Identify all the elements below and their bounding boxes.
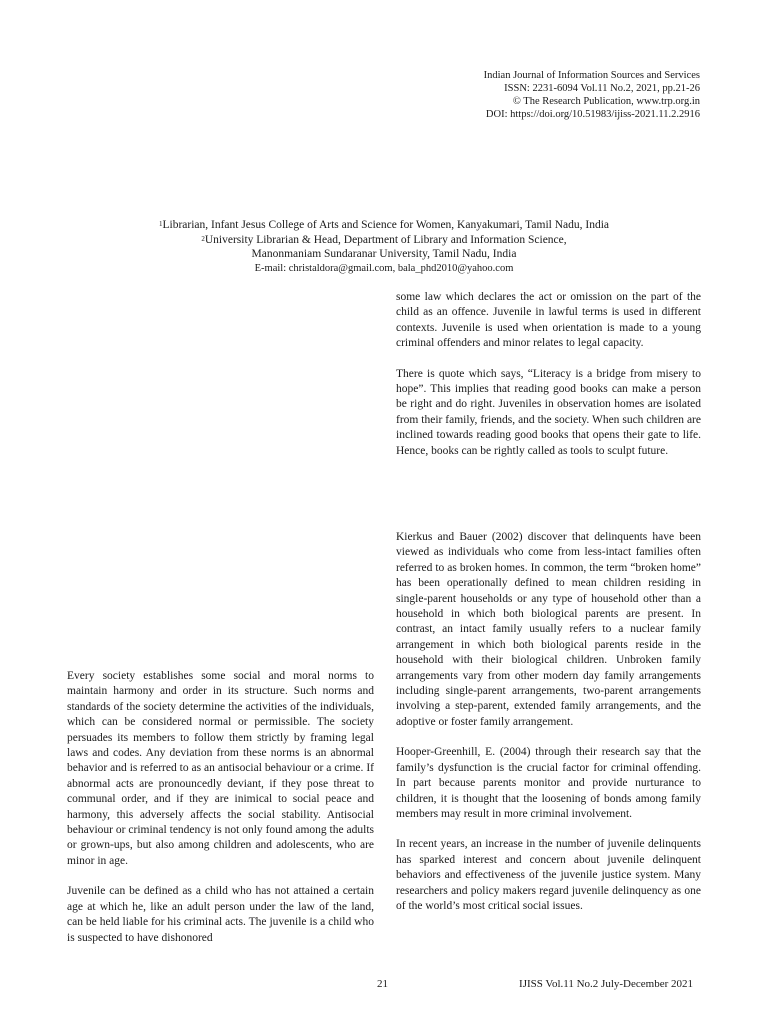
affiliation-2-text: University Librarian & Head, Department of Library and Information Science,: [204, 233, 567, 246]
paragraph-left-2: Juvenile can be defined as a child who has not attained a certain age at which he, like an adult person under the law of the land, can be held liable for his criminal acts. The juvenile is a child who is suspected to have dishonored: [67, 885, 374, 944]
paragraph-right-2: There is quote which says, “Literacy is a bridge from misery to hope”. This implies that reading good books can make a person be right and do right. Juveniles in observation homes are isolated from their family, friends, and the society. When such children are inclined towards reading good books that opens their gate to life. Hence, books can be rightly called as tools to sculpt future.: [396, 367, 701, 457]
paragraph-left-1: Every society establishes some social and moral norms to maintain harmony and order in its structure. Such norms and standards of the society determine the activities of the individuals, which can be considered normal or permissible. The society persuades its members to follow them strictly by framing legal laws and codes. Any deviation from these norms is an abnormal behavior and is referred to as an antisocial behaviour or a crime. If abnormal acts are pronouncedly deviant, if they pose threat to communal order, and if they are inimical to social peace and harmony, this adversely affects the social stability. Antisocial behaviour or criminal tendency is not only found among the adults or grown-ups, but also among children and adolescents, who are minor in age.: [67, 670, 374, 867]
issn-line: ISSN: 2231-6094 Vol.11 No.2, 2021, pp.21-26: [504, 83, 700, 94]
affiliation-2: [0, 233, 768, 248]
right-column-top: [396, 290, 701, 459]
right-column-bottom: [396, 530, 701, 914]
journal-name: Indian Journal of Information Sources and Services: [483, 70, 700, 81]
paragraph-right-3: Kierkus and Bauer (2002) discover that delinquents have been viewed as individuals who come from less-intact families often referred to as broken homes. In common, the term “broken home” has been operationally defined to mean children residing in single-parent households or any type of household other than a household in which both biological parents are present. In contrast, an intact family usually refers to a nuclear family arrangement in which both biological parents reside in the household with their biological children. Unbroken family arrangements vary from other modern day family arrangements including single-parent arrangements, two-parent arrangements involving a step-parent, extended family arrangements, and the adoptive or foster family arrangement.: [396, 531, 701, 728]
page-number: 21: [377, 978, 388, 990]
affiliation-1: [0, 218, 768, 233]
affiliation-1-marker: 1: [158, 220, 163, 228]
doi-line: DOI: https://doi.org/10.51983/ijiss-2021.11.2.2916: [485, 109, 700, 120]
affiliation-1-text: Librarian, Infant Jesus College of Arts and Science for Women, Kanyakumari, Tamil Nadu, India: [162, 219, 610, 231]
publisher-line: © The Research Publication, www.trp.org.in: [512, 96, 700, 107]
affiliation-2-university: Manonmaniam Sundaranar University, Tamil Nadu, India: [251, 248, 517, 260]
author-affiliations: [0, 218, 768, 276]
left-column: [67, 669, 374, 946]
page-footer: [0, 978, 768, 994]
journal-header: [484, 69, 700, 121]
author-emails: E-mail: christaldora@gmail.com, bala_phd2010@yahoo.com: [254, 262, 514, 274]
paragraph-right-1: some law which declares the act or omission on the part of the child as an offence. Juvenile in lawful terms is used in different contexts. Juvenile is used when orientation is made to a young criminal offenders and minor relates to legal capacity.: [396, 291, 701, 350]
footer-issue: IJISS Vol.11 No.2 July-December 2021: [519, 978, 693, 990]
paragraph-right-4: Hooper-Greenhill, E. (2004) through their research say that the family’s dysfunction is the crucial factor for criminal offending. In part because parents monitor and provide nurturance to children, it is thought that the loosening of bonds among family members may result in more criminal involvement.: [396, 746, 701, 820]
affiliation-2-marker: 2: [201, 234, 205, 243]
paragraph-right-5: In recent years, an increase in the number of juvenile delinquents has sparked interest and concern about juvenile delinquent behaviors and effectiveness of the juvenile justice system. Many researchers and policy makers regard juvenile delinquency as one of the world’s most critical social issues.: [396, 838, 701, 912]
